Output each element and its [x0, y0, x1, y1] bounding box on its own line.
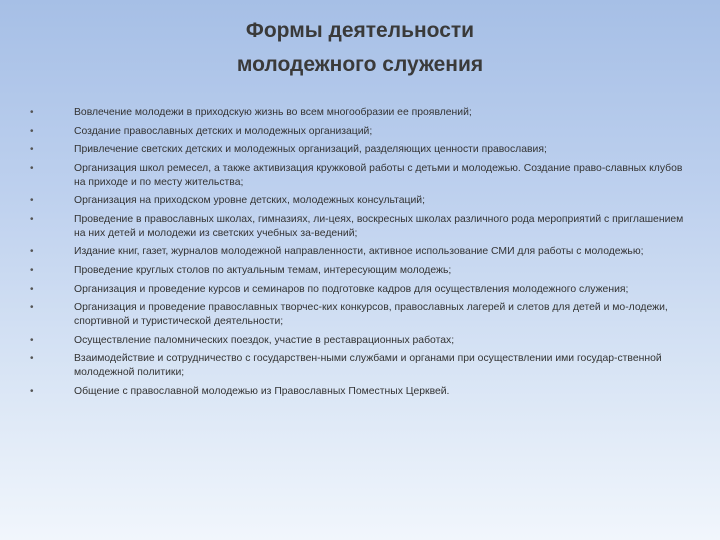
list-item	[30, 352, 690, 379]
list-item-text: Общение с православной молодежью из Православных Поместных Церквей.	[74, 385, 450, 397]
list-item-text: Создание православных детских и молодежных организаций;	[74, 125, 373, 137]
bullet-icon: •	[30, 246, 34, 258]
list-item-text: Вовлечение молодежи в приходскую жизнь во всем многообразии ее проявлений;	[74, 107, 472, 118]
bullet-icon: •	[30, 214, 34, 226]
bullet-icon: •	[30, 163, 34, 175]
activity-list	[30, 106, 690, 403]
list-item	[30, 245, 690, 259]
list-item	[30, 194, 690, 208]
list-item-text: Привлечение светских детских и молодежных организаций, разделяющих ценности православия;	[74, 144, 547, 156]
list-item-text: Организация и проведение курсов и семинаров по подготовке кадров для осуществления молодежного служения;	[74, 283, 629, 295]
list-item	[30, 283, 690, 297]
bullet-icon: •	[30, 265, 34, 276]
slide-title-line-2: молодежного служения	[236, 53, 484, 76]
list-item-text: Осуществление паломнических поездок, участие в реставрационных работах;	[74, 334, 455, 346]
bullet-icon: •	[30, 353, 34, 365]
list-item-text: Организация и проведение православных творчес-ких конкурсов, православных лагерей и слетов для детей и мо-лодежи, спортивной и туристической деятельности;	[74, 302, 668, 327]
bullet-icon: •	[30, 144, 34, 156]
bullet-icon: •	[30, 302, 34, 314]
list-item	[30, 385, 690, 399]
list-item	[30, 213, 690, 240]
list-item	[30, 334, 690, 348]
list-item	[30, 264, 690, 278]
list-item-text: Взаимодействие и сотрудничество с государствен-ными службами и органами при осуществлении ими государ-ственной молодежной политики;	[74, 353, 662, 378]
bullet-icon: •	[30, 125, 34, 137]
list-item-text: Организация на приходском уровне детских, молодежных консультаций;	[74, 195, 426, 207]
list-item	[30, 106, 690, 120]
bullet-icon: •	[30, 385, 34, 397]
bullet-icon: •	[30, 107, 34, 118]
list-item	[30, 125, 690, 139]
list-item-text: Издание книг, газет, журналов молодежной направленности, активное использование СМИ для работы с молодежью;	[74, 246, 644, 258]
list-item-text: Проведение круглых столов по актуальным темам, интересующим молодежь;	[74, 265, 452, 276]
list-item	[30, 143, 690, 157]
list-item	[30, 301, 690, 328]
slide-title-line-1: Формы деятельности	[245, 19, 475, 42]
bullet-icon: •	[30, 195, 34, 207]
list-item-text: Организация школ ремесел, а также активизация кружковой работы с детьми и молодежью. Создание право-славных клубов на приходе и по месту жительства;	[74, 163, 683, 188]
bullet-icon: •	[30, 334, 34, 346]
list-item	[30, 162, 690, 189]
list-item-text: Проведение в православных школах, гимназиях, ли-цеях, воскресных школах различного рода мероприятий с приглашением на них детей и молодежи из светских учебных за-ведений;	[74, 214, 684, 239]
bullet-icon: •	[30, 283, 34, 295]
slide-title	[0, 14, 720, 82]
